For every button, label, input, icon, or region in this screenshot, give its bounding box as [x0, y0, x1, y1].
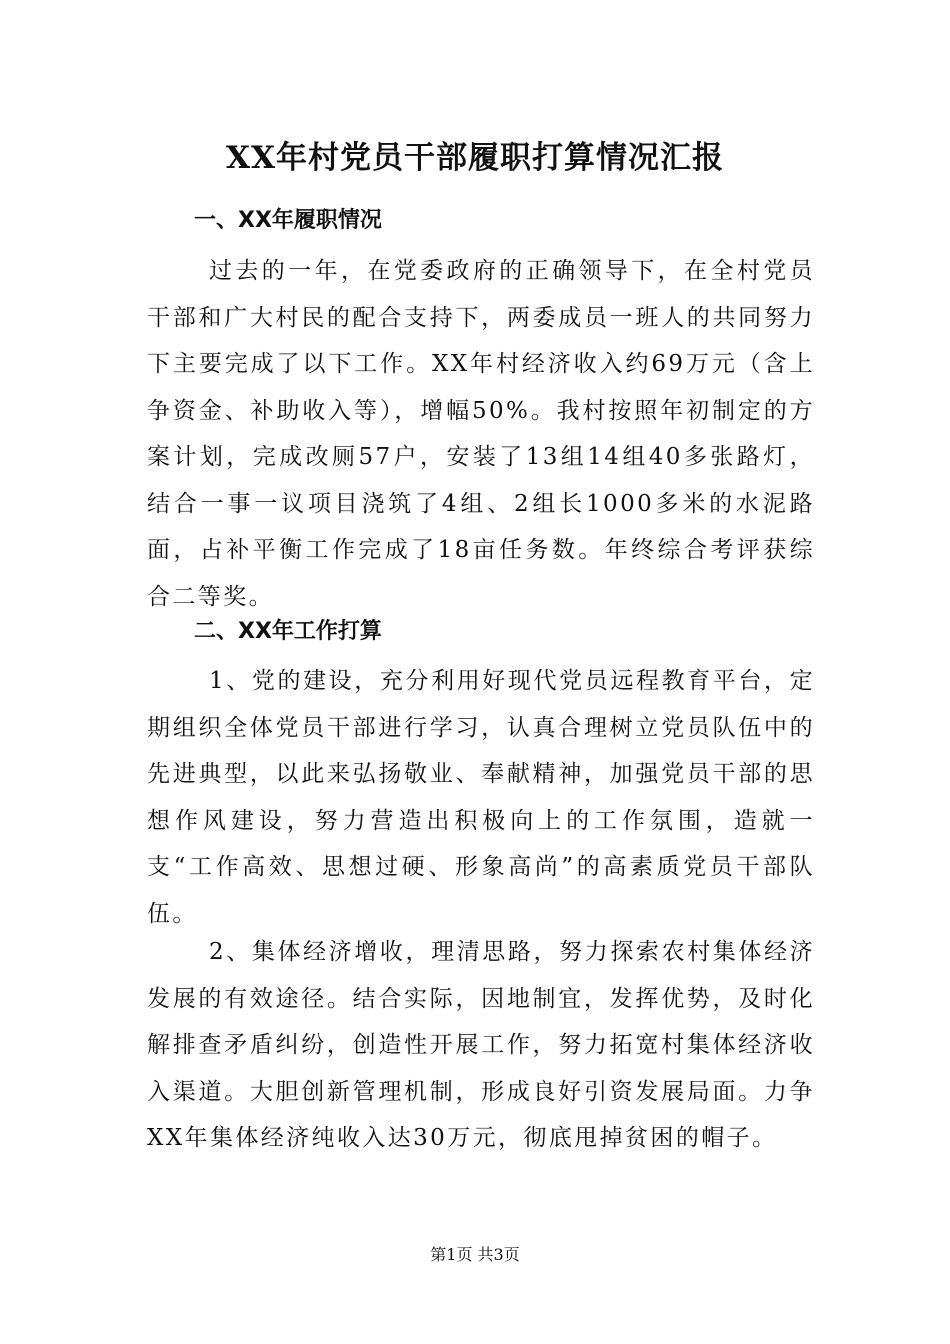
section-2-paragraph-2: 2、集体经济增收，理清思路，努力探索农村集体经济发展的有效途径。结合实际，因地制宜，发挥优势，及时化解排查矛盾纠纷，创造性开展工作，努力拓宽村集体经济收入渠道。大胆创新管理机制，形成良好引资发展局面。力争XX年集体经济纯收入达30万元，彻底甩掉贫困的帽子。 — [147, 939, 815, 1151]
page-footer: 第1页 共3页 — [430, 1245, 520, 1264]
section-heading-2: 二、XX年工作打算 — [194, 619, 382, 644]
document-title: XX年村党员干部履职打算情况汇报 — [225, 140, 725, 176]
section-heading-1: 一、XX年履职情况 — [194, 208, 382, 233]
section-2-paragraph-1: 1、党的建设，充分利用好现代党员远程教育平台，定期组织全体党员干部进行学习，认真合理树立党员队伍中的先进典型，以此来弘扬敬业、奉献精神，加强党员干部的思想作风建设，努力营造出积极向上的工作氛围，造就一支“工作高效、思想过硬、形象高尚”的高素质党员干部队伍。 — [147, 668, 815, 927]
section-1-paragraph-1: 过去的一年，在党委政府的正确领导下，在全村党员干部和广大村民的配合支持下，两委成员一班人的共同努力下主要完成了以下工作。XX年村经济收入约69万元（含上争资金、补助收入等），增幅50%。我村按照年初制定的方案计划，完成改厕57户，安装了13组14组40多张路灯，结合一事一议项目浇筑了4组、2组长1000多米的水泥路面，占补平衡工作完成了18亩任务数。年终综合考评获综合二等奖。 — [147, 258, 815, 610]
